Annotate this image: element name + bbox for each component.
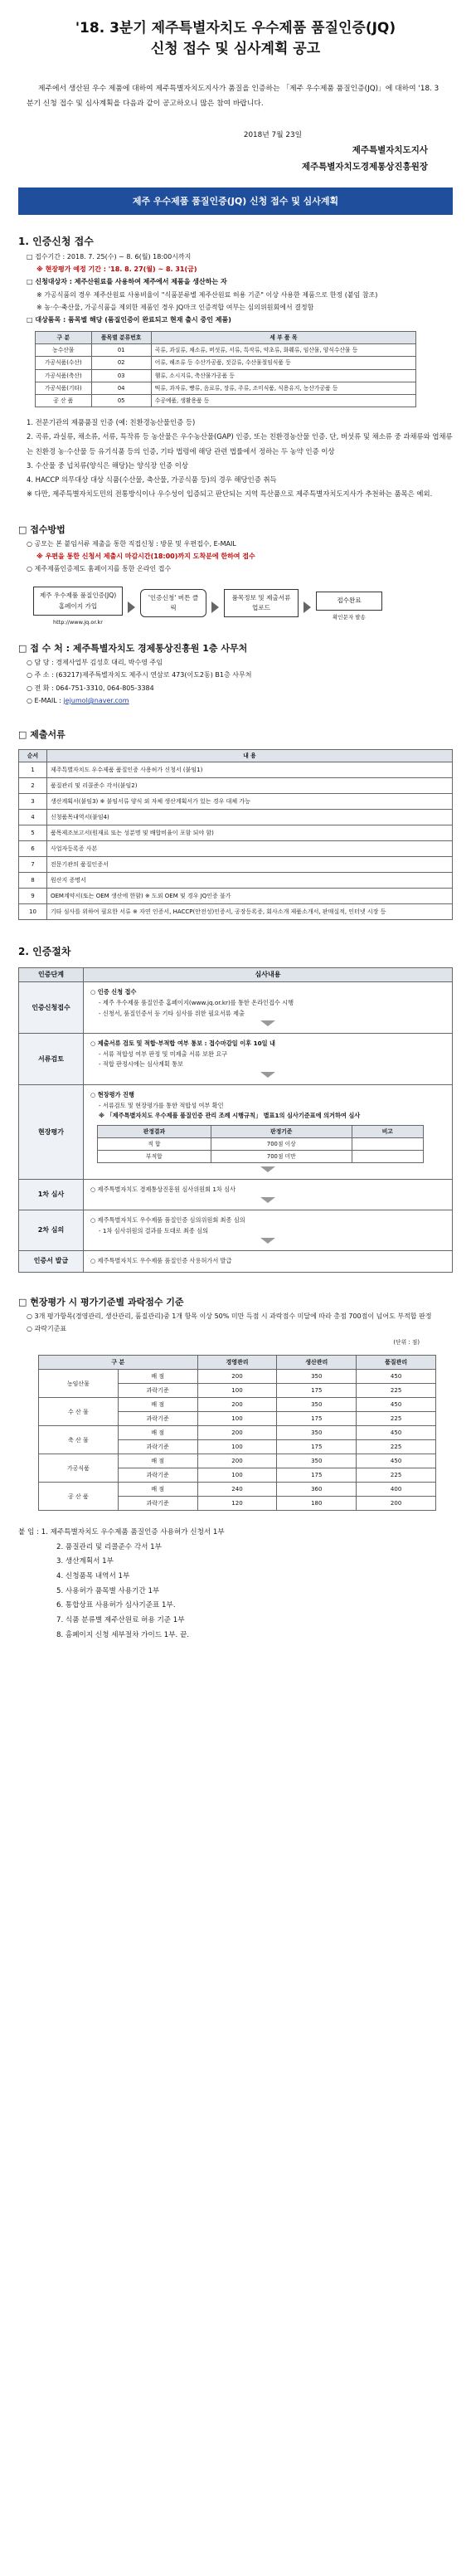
procedure-line: ※ 「제주특별자치도 우수제품 품질인증 관리 조례 시행규칙」 별표1의 심사기준표에 의거하여 심사 <box>99 1112 361 1120</box>
table-cell: 가공식품(기타) <box>36 382 92 394</box>
table-cell: 어류, 해조류 등 수산가공품, 젓갈류, 수산물절임식품 등 <box>151 357 415 369</box>
table-row <box>39 1454 436 1468</box>
contact-address: ○ 주 소 : (63217)제주특별자치도 제주시 연삼로 473(이도2동) B1층 사무처 <box>27 671 252 679</box>
flow-step-4: 접수완료 <box>316 592 382 610</box>
signer-agency: 제주특별자치도경제통상진흥원장 <box>301 161 428 172</box>
contact-phone: ○ 전 화 : 064-751-3310, 064-805-3384 <box>27 684 154 692</box>
procedure-line: ○ 인증 신청 접수 <box>90 988 137 996</box>
procedure-row <box>19 1085 453 1180</box>
table-header: 세 부 품 목 <box>151 332 415 344</box>
procedure-row <box>19 1210 453 1250</box>
criteria-notes <box>18 416 453 501</box>
online-flow <box>33 587 453 627</box>
table-cell: 225 <box>357 1440 436 1454</box>
procedure-line: - 1차 심사위원의 결과를 토대로 최종 심의 <box>99 1226 208 1234</box>
table-cell: 100 <box>197 1468 277 1483</box>
table-cell: 공 산 품 <box>36 395 92 407</box>
criteria-note: 2. 곡류, 과실류, 채소류, 서류, 특작류 등 농산물은 우수농산물(GAP) 인증, 또는 친환경농산물 인증. 단, 버섯류 및 채소류 중 과채류와 엽채류는 친환경 농·수산물 등 유기식품 등의 인증, 기타 법령에 해당 관련 법률에서 정하는 두 농약 인증 이상 <box>27 432 453 455</box>
cutoff-desc: ○ 3개 평가항목(경영관리, 생산관리, 품질관리)중 1개 항목 이상 50% 미만 득점 시 과락점수 미달에 따라 총점 700점이 넘어도 부적합 판정 <box>27 1312 432 1320</box>
arrow-down-icon <box>260 1238 275 1244</box>
table-cell: 농수산물 <box>36 344 92 357</box>
procedure-line: ○ 제주특별자치도 우수제품 품질인증 사용허가서 발급 <box>90 1257 232 1265</box>
table-cell: 200 <box>197 1426 277 1440</box>
table-cell: 햄류, 소시지류, 축산물가공품 등 <box>151 369 415 382</box>
table-header-row <box>19 750 453 762</box>
procedure-line: ○ 현장평가 진행 <box>90 1091 134 1099</box>
table-cell: 과락기준 <box>118 1497 197 1511</box>
procedure-row <box>19 1034 453 1085</box>
table-cell: 360 <box>277 1483 357 1497</box>
table-cell: 적 합 <box>98 1137 211 1150</box>
table-row <box>19 794 453 810</box>
table-cell: 축 산 물 <box>39 1426 119 1454</box>
table-cell: 가공식품 <box>39 1454 119 1483</box>
table-cell: 품질관리 및 리콜준수 각서(붙임2) <box>47 778 453 794</box>
procedure-step-body <box>84 1210 453 1250</box>
documents-table <box>18 749 453 920</box>
section-method-title: □ 접수방법 <box>18 523 66 535</box>
flow-step-1: 제주 우수제품 품질인증(JQ) 홈페이지 가입 <box>33 587 123 615</box>
table-cell: 700점 미만 <box>211 1151 352 1163</box>
table-row <box>19 904 453 920</box>
announce-date: 2018년 7월 23일 <box>243 131 303 140</box>
section-banner: 제주 우수제품 품질인증(JQ) 신청 접수 및 심사계획 <box>18 187 453 215</box>
signer-governor: 제주특별자치도지사 <box>352 144 428 155</box>
procedure-row <box>19 1180 453 1210</box>
table-cell: 8 <box>19 873 47 889</box>
table-cell: 4 <box>19 810 47 825</box>
table-cell: 175 <box>277 1384 357 1398</box>
application-period: □ 접수기간 : 2018. 7. 25(수) ~ 8. 6(월) 18:00시까지 <box>27 252 192 261</box>
qualification-note1: ※ 가공식품의 경우 제주산원료 사용비율이 "식품분류별 제주산원료 허용 기준" 이상 사용한 제품으로 한정 (붙임 참조) <box>36 290 378 299</box>
section-procedure-title: 2. 인증절차 <box>18 946 71 958</box>
table-cell: 공 산 품 <box>39 1483 119 1511</box>
table-cell: 배 점 <box>118 1454 197 1468</box>
evaluation-period: ※ 현장평가 예정 기간 : '18. 8. 27(월) ~ 8. 31(금) <box>36 265 197 274</box>
arrow-down-icon <box>260 1020 275 1026</box>
table-cell: 450 <box>357 1398 436 1412</box>
flow-step-1-caption: http://www.jq.or.kr <box>53 618 103 626</box>
table-row <box>19 889 453 904</box>
table-cell: 350 <box>277 1370 357 1384</box>
criteria-note: 4. HACCP 의무대상 대상 식품(수산물, 축산물, 가공식품 등)의 경우 해당인증 취득 <box>27 475 277 485</box>
table-cell: 떡류, 과자류, 빵류, 음료류, 장류, 주류, 조미식품, 식용유지, 농산가공품 등 <box>151 382 415 394</box>
section-docs-title: □ 제출서류 <box>18 729 66 741</box>
table-cell: 225 <box>357 1468 436 1483</box>
table-header: 생산관리 <box>277 1356 357 1370</box>
table-row <box>98 1151 424 1163</box>
flow-step-3: 품목정보 및 제출서류 업로드 <box>224 589 299 617</box>
appendix-item: 4. 신청품목 내역서 1부 <box>56 1572 130 1581</box>
procedure-step-body <box>84 1034 453 1085</box>
table-cell <box>352 1137 423 1150</box>
table-row <box>36 369 416 382</box>
appendix-item: 8. 홈페이지 신청 세부절차 가이드 1부. 끝. <box>56 1630 190 1639</box>
procedure-line: ○ 제주특별자치도 경제통상진흥원 심사위원회 1차 심사 <box>90 1186 236 1194</box>
arrow-right-icon <box>211 601 219 613</box>
table-cell: 배 점 <box>118 1370 197 1384</box>
table-cell: 100 <box>197 1384 277 1398</box>
table-cell: 배 점 <box>118 1483 197 1497</box>
table-header: 인증단계 <box>19 968 84 982</box>
appendix-item: 7. 식품 분류별 제주산원료 허용 기준 1부 <box>56 1615 185 1624</box>
procedure-step-name: 1차 심사 <box>19 1180 84 1210</box>
table-header: 순서 <box>19 750 47 762</box>
arrow-down-icon <box>260 1072 275 1078</box>
table-cell: 350 <box>277 1454 357 1468</box>
flow-step-4-caption: 확인문자 발송 <box>333 613 366 621</box>
table-cell: 175 <box>277 1468 357 1483</box>
method-line1: ○ 공모는 본 붙임서류 제출을 통한 직접신청 : 방문 및 우편접수, E-MAIL <box>27 539 236 548</box>
intro-text: 제주에서 생산된 우수 제품에 대하여 제주특별자치도지사가 품질을 인증하는 「제주 우수제품 품질인증(JQ)」에 대하여 '18. 3분기 신청 접수 및 심사계획을 다음과 같이 공고하오니 많은 참여 바랍니다. <box>27 85 439 108</box>
table-cell: 7 <box>19 857 47 873</box>
table-header: 품질관리 <box>357 1356 436 1370</box>
procedure-step-body <box>84 982 453 1034</box>
table-cell: 240 <box>197 1483 277 1497</box>
procedure-step-body <box>84 1251 453 1273</box>
table-cell: 전문기관의 품질인증서 <box>47 857 453 873</box>
table-cell: 배 점 <box>118 1398 197 1412</box>
table-cell: 9 <box>19 889 47 904</box>
table-cell: 과락기준 <box>118 1384 197 1398</box>
appendix-list <box>18 1526 453 1643</box>
contact-title: □ 접 수 처 : 제주특별자치도 경제통상진흥원 1층 사무처 <box>18 643 248 655</box>
procedure-step-name: 현장평가 <box>19 1085 84 1180</box>
table-cell: 1 <box>19 762 47 778</box>
table-cell: 350 <box>277 1426 357 1440</box>
table-cell: 가공식품(수산) <box>36 357 92 369</box>
procedure-step-body <box>84 1180 453 1210</box>
cutoff-table <box>38 1355 436 1511</box>
table-cell: 수공예품, 생활용품 등 <box>151 395 415 407</box>
contact-email-label: ○ E-MAIL : <box>27 696 64 704</box>
table-cell: 04 <box>91 382 151 394</box>
table-cell: 120 <box>197 1497 277 1511</box>
table-cell: 200 <box>357 1497 436 1511</box>
signer-block <box>18 143 453 176</box>
table-row <box>36 382 416 394</box>
table-cell: 수 산 물 <box>39 1398 119 1426</box>
table-row <box>39 1483 436 1497</box>
table-header: 구 분 <box>39 1356 198 1370</box>
table-cell: 03 <box>91 369 151 382</box>
table-cell: 225 <box>357 1412 436 1426</box>
table-cell <box>352 1151 423 1163</box>
flow-step-1-wrap <box>33 587 123 627</box>
title-line2: 신청 접수 및 심사계획 공고 <box>150 40 321 57</box>
method-line3: ○ 제주제품인증제도 홈페이지를 통한 온라인 접수 <box>27 565 172 573</box>
appendix-item: 5. 사용허가 품목별 사용기간 1부 <box>56 1586 160 1595</box>
table-cell: 3 <box>19 794 47 810</box>
table-row <box>19 841 453 857</box>
table-cell: 350 <box>277 1398 357 1412</box>
table-cell: 가공식품(축산) <box>36 369 92 382</box>
method-line2: ※ 우편을 통한 신청서 제출시 마감시간(18:00)까지 도착분에 한하여 접수 <box>36 552 255 560</box>
table-cell: 180 <box>277 1497 357 1511</box>
procedure-line: - 적합 판정시에는 심사계획 통보 <box>99 1060 183 1069</box>
procedure-step-name: 2차 심의 <box>19 1210 84 1250</box>
table-header: 판정결과 <box>98 1125 211 1137</box>
procedure-step-name: 서류검토 <box>19 1034 84 1085</box>
arrow-right-icon <box>303 601 311 613</box>
procedure-line: - 신청서, 품질인증서 등 기타 심사를 위한 필요서류 제출 <box>99 1009 245 1017</box>
table-cell: 과락기준 <box>118 1412 197 1426</box>
table-header: 품목별 분류번호 <box>91 332 151 344</box>
appendix-item: 3. 생산계획서 1부 <box>56 1557 114 1566</box>
procedure-step-name: 인증신청접수 <box>19 982 84 1034</box>
section-application-title: 1. 인증신청 접수 <box>18 235 94 247</box>
table-cell: 품목제조보고서(원재료 또는 성분명 및 배합비율이 포함 되야 함) <box>47 825 453 841</box>
table-cell: 사업자등록증 사본 <box>47 841 453 857</box>
procedure-line: ○ 제주특별자치도 우수제품 품질인증 심의위원회 최종 심의 <box>90 1215 245 1224</box>
table-cell: 5 <box>19 825 47 841</box>
table-cell: 450 <box>357 1454 436 1468</box>
table-cell: 농임산물 <box>39 1370 119 1398</box>
table-cell: 100 <box>197 1440 277 1454</box>
judgement-table <box>97 1125 424 1164</box>
table-row <box>19 825 453 841</box>
table-cell: 200 <box>197 1370 277 1384</box>
unit-label: (단위 : 점) <box>393 1339 420 1346</box>
product-category-table <box>35 331 416 407</box>
table-cell: 175 <box>277 1412 357 1426</box>
procedure-row <box>19 982 453 1034</box>
section-cutoff-title: □ 현장평가 시 평가기준별 과락점수 기준 <box>18 1296 184 1307</box>
table-header-row <box>36 332 416 344</box>
title-line1: '18. 3분기 제주특별자치도 우수제품 품질인증(JQ) <box>75 20 396 37</box>
table-cell: 생산계획서(붙임3) ※ 붙임서류 양식 외 자체 생산계획서가 있는 경우 대체 가능 <box>47 794 453 810</box>
table-cell: OEM계약서(또는 OEM 생산에 한함) ※ 도외 OEM 및 경우 JQ인증 불가 <box>47 889 453 904</box>
table-cell: 과락기준 <box>118 1440 197 1454</box>
table-cell: 신청품목내역서(붙임4) <box>47 810 453 825</box>
table-cell: 원산지 증명서 <box>47 873 453 889</box>
criteria-note: 3. 수산물 중 넙치류(양식은 해당)는 양식장 인증 이상 <box>27 460 188 470</box>
table-header-row <box>98 1125 424 1137</box>
contact-email-row <box>18 694 453 707</box>
table-row <box>36 395 416 407</box>
table-row <box>36 357 416 369</box>
appendix-item: 2. 품질관리 및 리콜준수 각서 1부 <box>56 1542 162 1551</box>
contact-email-link[interactable]: jejumol@naver.com <box>63 696 129 704</box>
table-cell: 부적합 <box>98 1151 211 1163</box>
criteria-note: ※ 다만, 제주특별자치도민의 전통방식이나 우수성이 입증되고 판단되는 지역 특산품으로 제주특별자치도지사가 추천하는 품목은 예외. <box>27 489 433 499</box>
table-header: 심사내용 <box>84 968 453 982</box>
table-row <box>39 1426 436 1440</box>
criteria-note: 1. 전문기관의 제품품질 인증 (예: 친환경농산물인증 등) <box>27 418 196 427</box>
table-cell: 곡류, 과실류, 채소류, 버섯류, 서류, 특작류, 약초류, 화훼류, 임산물, 양식수산물 등 <box>151 344 415 357</box>
table-cell: 200 <box>197 1454 277 1468</box>
table-header-row <box>19 968 453 982</box>
table-cell: 10 <box>19 904 47 920</box>
table-cell: 02 <box>91 357 151 369</box>
target-items: □ 대상품목 : 품목별 해당 (품질인증이 완료되고 현재 출시 중인 제품) <box>27 315 231 324</box>
table-cell: 배 점 <box>118 1426 197 1440</box>
table-cell: 01 <box>91 344 151 357</box>
table-row <box>19 873 453 889</box>
procedure-step-name: 인증서 발급 <box>19 1251 84 1273</box>
table-cell: 200 <box>197 1398 277 1412</box>
procedure-table <box>18 967 453 1272</box>
table-row <box>19 778 453 794</box>
procedure-line: - 제주 우수제품 품질인증 홈페이지(www.jq.or.kr)를 통한 온라인접수 시행 <box>99 999 294 1007</box>
table-row <box>19 810 453 825</box>
table-header: 비고 <box>352 1125 423 1137</box>
qualification-note2: ※ 농·수·축산물, 가공식품을 제외한 제품인 경우 JQ마크 인증적합 여부는 심의위원회에서 결정함 <box>36 303 314 311</box>
cutoff-sub: ○ 과락기준표 <box>27 1325 67 1333</box>
table-header-row <box>39 1356 436 1370</box>
flow-step-4-wrap <box>316 592 382 622</box>
table-header: 내 용 <box>47 750 453 762</box>
table-row <box>39 1398 436 1412</box>
procedure-row <box>19 1251 453 1273</box>
appendix-item: 붙 임 : 1. 제주특별자치도 우수제품 품질인증 사용허가 신청서 1부 <box>18 1528 225 1537</box>
table-header: 구 분 <box>36 332 92 344</box>
table-cell: 100 <box>197 1412 277 1426</box>
procedure-line: ○ 제출서류 검토 및 적합·부적합 여부 통보 : 접수마감일 이후 10일 내 <box>90 1040 275 1048</box>
arrow-down-icon <box>260 1197 275 1203</box>
table-cell: 450 <box>357 1370 436 1384</box>
table-row <box>19 857 453 873</box>
procedure-line: - 서류 적합성 여부 판정 및 미제출 서류 보완 요구 <box>99 1049 228 1058</box>
table-row <box>98 1137 424 1150</box>
table-row <box>39 1370 436 1384</box>
table-cell: 225 <box>357 1384 436 1398</box>
table-cell: 05 <box>91 395 151 407</box>
table-cell: 기타 심사를 위하여 필요한 서류 ※ 자연 인증서, HACCP(안전성)인증서, 공장등록증, 회사소개 제품소개서, 판매실적, 인터넷 시장 등 <box>47 904 453 920</box>
table-header: 판정기준 <box>211 1125 352 1137</box>
arrow-right-icon <box>128 601 135 613</box>
appendix-item: 6. 통합상표 사용허가 심사기준표 1부. <box>56 1601 176 1610</box>
qualification-line: □ 신청대상자 : 제주산원료를 사용하여 제주에서 제품을 생산하는 자 <box>27 278 227 286</box>
arrow-down-icon <box>260 1166 275 1172</box>
table-row <box>36 344 416 357</box>
procedure-line: - 서류검토 및 현장평가를 통한 적합성 여부 확인 <box>99 1101 224 1109</box>
flow-step-2: '인증신청' 버튼 클릭 <box>140 589 206 617</box>
table-cell: 700점 이상 <box>211 1137 352 1150</box>
table-cell: 450 <box>357 1426 436 1440</box>
page-title <box>18 18 453 59</box>
contact-person: ○ 담 당 : 경제사업부 김성호 대리, 박수영 주임 <box>27 659 163 667</box>
table-row <box>19 762 453 778</box>
table-cell: 과락기준 <box>118 1468 197 1483</box>
table-cell: 175 <box>277 1440 357 1454</box>
procedure-step-body <box>84 1085 453 1180</box>
table-cell: 6 <box>19 841 47 857</box>
table-header: 경영관리 <box>197 1356 277 1370</box>
table-cell: 400 <box>357 1483 436 1497</box>
table-cell: 2 <box>19 778 47 794</box>
table-cell: 제주특별자치도 우수제품 품질인증 사용허가 신청서 (붙임1) <box>47 762 453 778</box>
